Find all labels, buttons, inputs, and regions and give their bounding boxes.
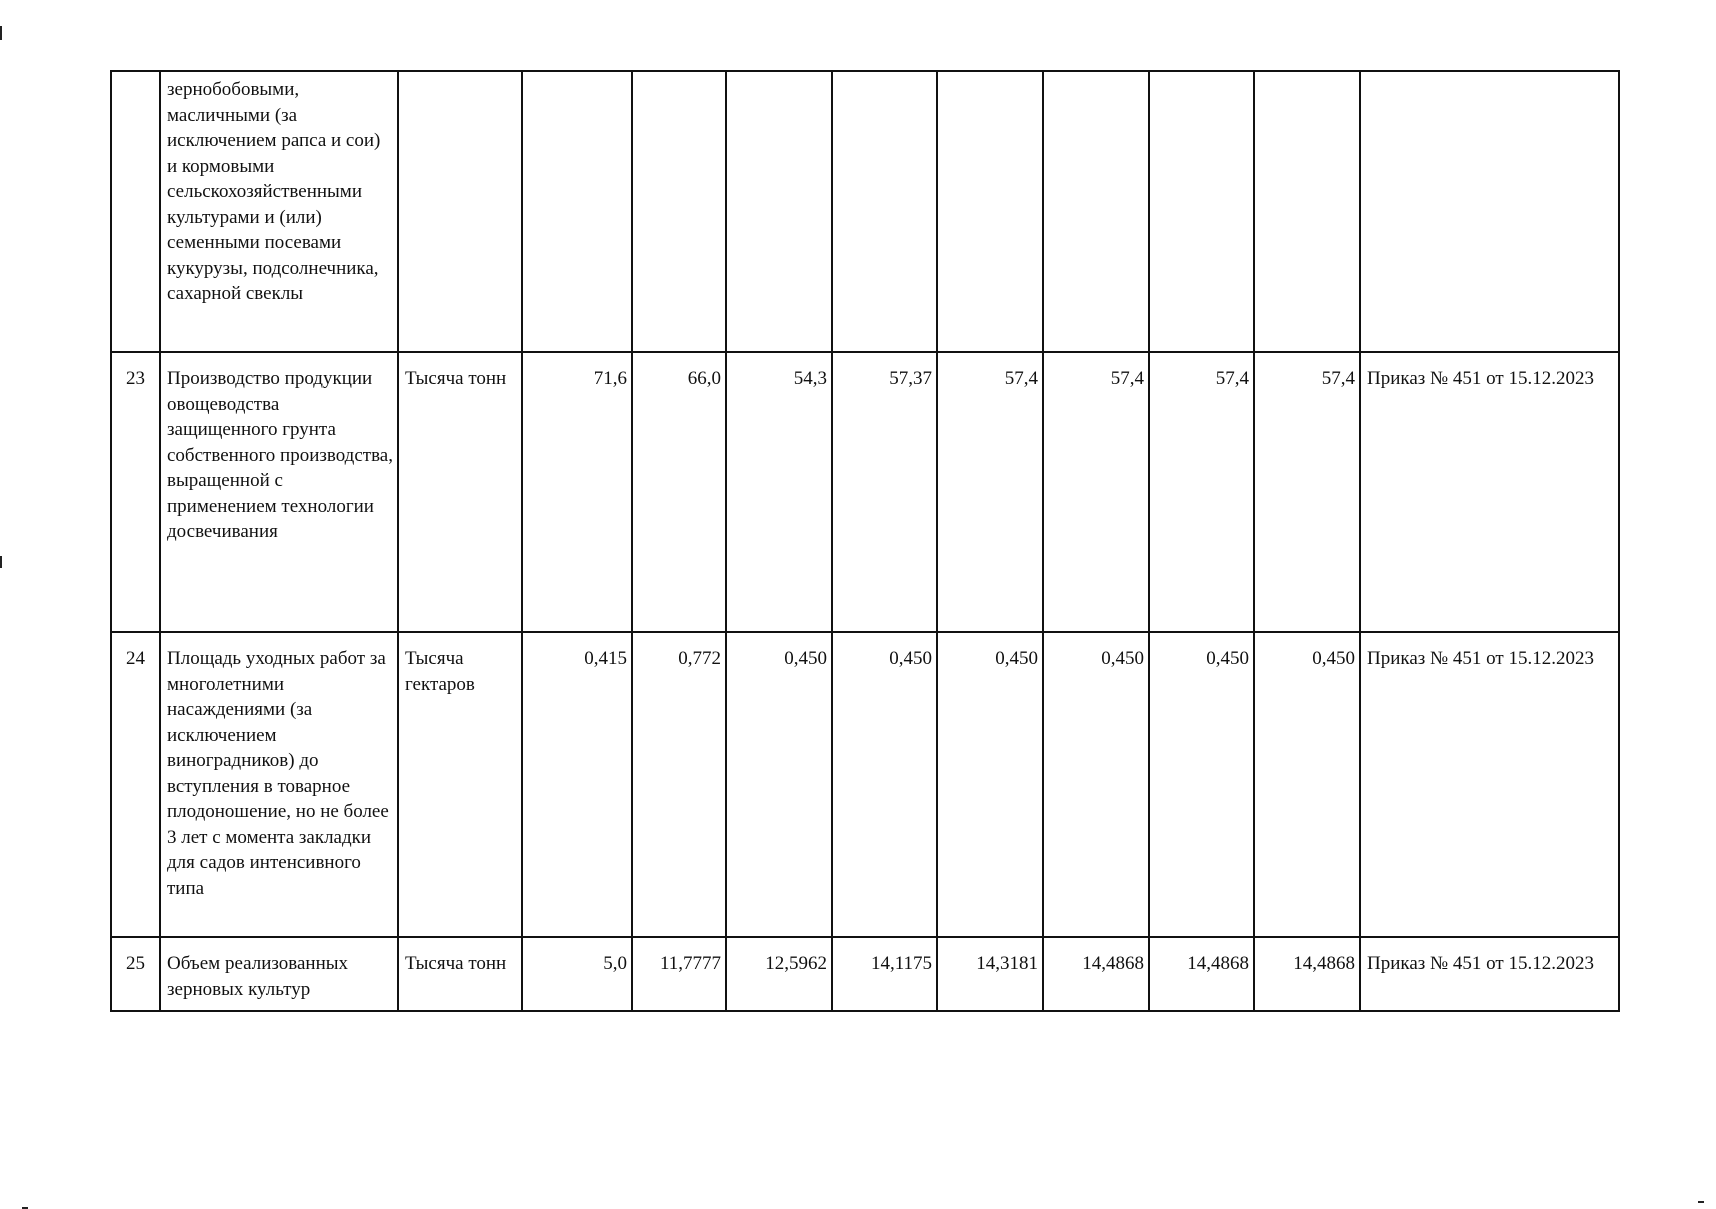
value-cell: 0,450 <box>1043 632 1149 937</box>
value-cell <box>522 71 632 352</box>
source-document: Приказ № 451 от 15.12.2023 <box>1360 937 1619 1011</box>
table-row <box>111 352 1619 632</box>
value-cell: 0,415 <box>522 632 632 937</box>
value-cell: 14,4868 <box>1043 937 1149 1011</box>
indicator-name: Производство продукции овощеводства защищенного грунта собственного производства, выращенной с применением технологии досвечивания <box>160 352 398 632</box>
value-cell: 5,0 <box>522 937 632 1011</box>
value-cell: 57,4 <box>1254 352 1360 632</box>
value-cell: 57,4 <box>937 352 1043 632</box>
source-document <box>1360 71 1619 352</box>
value-cell <box>1043 71 1149 352</box>
table-row <box>111 937 1619 1011</box>
scan-mark-bottom-right <box>1698 1201 1704 1203</box>
value-cell <box>1254 71 1360 352</box>
value-cell: 0,450 <box>1149 632 1254 937</box>
indicator-name: Площадь уходных работ за многолетними насаждениями (за исключением виноградников) до вступления в товарное плодоношение, но не более 3 лет с момента закладки для садов интенсивного типа <box>160 632 398 937</box>
value-cell: 54,3 <box>726 352 832 632</box>
unit-of-measure <box>398 71 522 352</box>
indicators-table <box>110 70 1620 1012</box>
value-cell: 71,6 <box>522 352 632 632</box>
value-cell <box>632 71 726 352</box>
indicator-name: зернобобовыми, масличными (за исключением рапса и сои) и кормовыми сельскохозяйственными культурами и (или) семенными посевами кукурузы, подсолнечника, сахарной свеклы <box>160 71 398 352</box>
value-cell: 0,450 <box>1254 632 1360 937</box>
scan-mark-left-top <box>0 26 2 40</box>
value-cell <box>1149 71 1254 352</box>
value-cell: 11,7777 <box>632 937 726 1011</box>
value-cell: 0,450 <box>832 632 937 937</box>
value-cell <box>832 71 937 352</box>
row-number: 24 <box>111 632 160 937</box>
value-cell <box>726 71 832 352</box>
unit-of-measure: Тысяча гектаров <box>398 632 522 937</box>
value-cell: 57,37 <box>832 352 937 632</box>
value-cell: 12,5962 <box>726 937 832 1011</box>
row-number: 25 <box>111 937 160 1011</box>
value-cell: 14,3181 <box>937 937 1043 1011</box>
value-cell: 14,4868 <box>1254 937 1360 1011</box>
row-number <box>111 71 160 352</box>
scan-mark-left-middle <box>0 556 2 568</box>
value-cell: 14,1175 <box>832 937 937 1011</box>
value-cell: 57,4 <box>1149 352 1254 632</box>
value-cell: 0,450 <box>937 632 1043 937</box>
value-cell: 66,0 <box>632 352 726 632</box>
indicator-name: Объем реализованных зерновых культур <box>160 937 398 1011</box>
value-cell: 14,4868 <box>1149 937 1254 1011</box>
unit-of-measure: Тысяча тонн <box>398 937 522 1011</box>
value-cell: 0,772 <box>632 632 726 937</box>
value-cell: 0,450 <box>726 632 832 937</box>
row-number: 23 <box>111 352 160 632</box>
value-cell: 57,4 <box>1043 352 1149 632</box>
source-document: Приказ № 451 от 15.12.2023 <box>1360 632 1619 937</box>
table-row <box>111 632 1619 937</box>
unit-of-measure: Тысяча тонн <box>398 352 522 632</box>
source-document: Приказ № 451 от 15.12.2023 <box>1360 352 1619 632</box>
table-row <box>111 71 1619 352</box>
value-cell <box>937 71 1043 352</box>
